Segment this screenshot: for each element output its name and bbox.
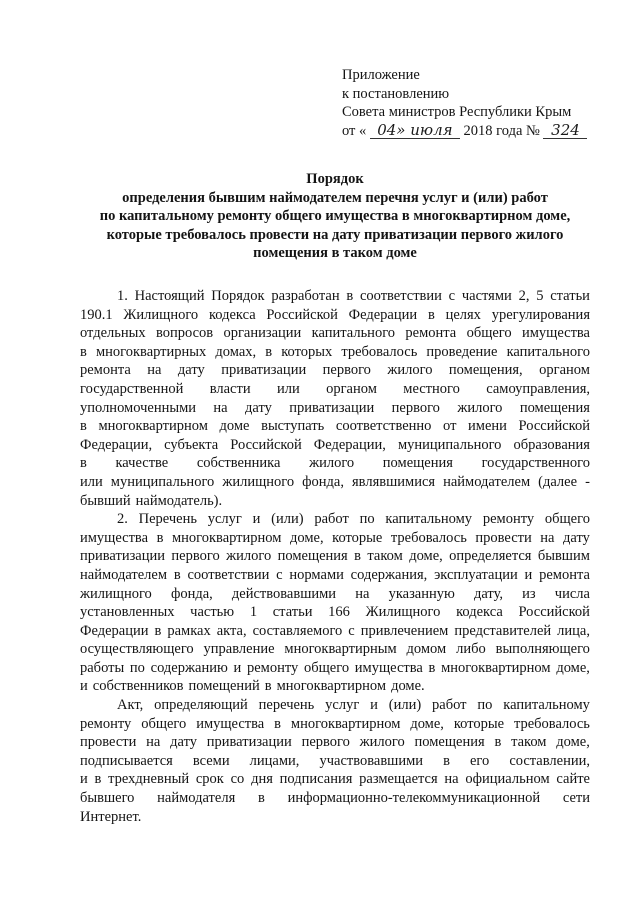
- body-text-line: осуществляющего управление многоквартирным домом либо выполняющего: [80, 641, 590, 658]
- appendix-header: [342, 66, 632, 140]
- title-line: определения бывшим наймодателем перечня услуг и (или) работ: [122, 189, 548, 206]
- body-text-line: установленных частью 1 статьи 166 Жилищного кодекса Российской: [80, 604, 590, 621]
- header-line-council: Совета министров Республики Крым: [342, 104, 572, 121]
- body-text-line: имущества в многоквартирном доме, которые требовалось провести на дату: [80, 529, 590, 546]
- header-date-line: [342, 122, 632, 141]
- body-text-line: бывшего наймодателя в информационно-телекоммуникационной сети: [80, 790, 590, 807]
- body-text-line: ремонта на дату приватизации первого жилого помещения, органом: [80, 362, 590, 379]
- body-text-line: провести на дату приватизации первого жилого помещения в таком доме,: [80, 734, 590, 751]
- body-text-line: в многоквартирных домах, в которых требовалось проведение капитального: [80, 343, 590, 360]
- body-text-line: работы по содержанию и ремонту общего имущества в многоквартирном доме,: [80, 659, 590, 676]
- body-text-line: отдельных вопросов организации капитального ремонта общего имущества: [80, 325, 590, 342]
- body-text-line: в многоквартирном доме выступать соответственно от имени Российской: [80, 418, 590, 435]
- date-prefix: от «: [342, 122, 367, 139]
- header-line-appendix: Приложение: [342, 67, 420, 83]
- body-text-line: бывший наймодатель).: [80, 492, 223, 509]
- title-line: которые требовалось провести на дату приватизации первого жилого: [106, 226, 564, 243]
- body-text-line: приватизации первого жилого помещения в таком доме, определяется бывшим: [80, 548, 590, 565]
- body-text-line: Федерации в рамках акта, составляемого с привлечением представителей лица,: [80, 622, 590, 639]
- body-text-line: Федерации, субъекта Российской Федерации, муниципального образования: [80, 436, 590, 453]
- body-text-line: ремонту общего имущества в многоквартирном доме, которые требовалось: [80, 715, 590, 732]
- document-title: [80, 170, 590, 263]
- body-text-line: 190.1 Жилищного кодекса Российской Федерации в целях урегулирования: [80, 306, 590, 323]
- title-line: по капитальному ремонту общего имущества в многоквартирном доме,: [99, 208, 571, 225]
- body-text-line: 2. Перечень услуг и (или) работ по капитальному ремонту общего: [117, 511, 590, 528]
- body-text-line: или муниципального жилищного фонда, являвшимися наймодателем (далее -: [80, 473, 590, 490]
- body-text-line: подписывается всеми лицами, участвовавшими в его составлении,: [80, 752, 590, 769]
- body-text-line: Акт, определяющий перечень услуг и (или) работ по капитальному: [117, 697, 590, 714]
- body-text-line: Интернет.: [80, 808, 142, 825]
- body-text-line: уполномоченными на дату приватизации первого жилого помещения: [80, 399, 590, 416]
- handwritten-number: 324: [543, 122, 587, 139]
- body-text-line: жилищного фонда, действовавшими на указанную дату, из числа: [80, 585, 590, 602]
- body-text-line: и в трехдневный срок со дня подписания размещается на официальном сайте: [80, 771, 590, 788]
- body-text-line: в качестве собственника жилого помещения государственного: [80, 455, 590, 472]
- document-body: [80, 287, 590, 826]
- date-suffix: 2018 года №: [463, 122, 540, 139]
- body-text-line: 1. Настоящий Порядок разработан в соответствии с частями 2, 5 статьи: [117, 288, 590, 304]
- title-word: Порядок: [306, 171, 364, 187]
- body-text-line: государственной власти или органом местного самоуправления,: [80, 380, 590, 397]
- body-text-line: наймодателем в соответствии с нормами содержания, эксплуатации и ремонта: [80, 566, 590, 583]
- body-text-line: и собственников помещений в многоквартирном доме.: [80, 678, 425, 695]
- title-line: помещения в таком доме: [253, 245, 417, 262]
- handwritten-date: 04» июля: [370, 122, 460, 139]
- title-lines: [80, 189, 590, 263]
- header-line-resolution: к постановлению: [342, 85, 450, 102]
